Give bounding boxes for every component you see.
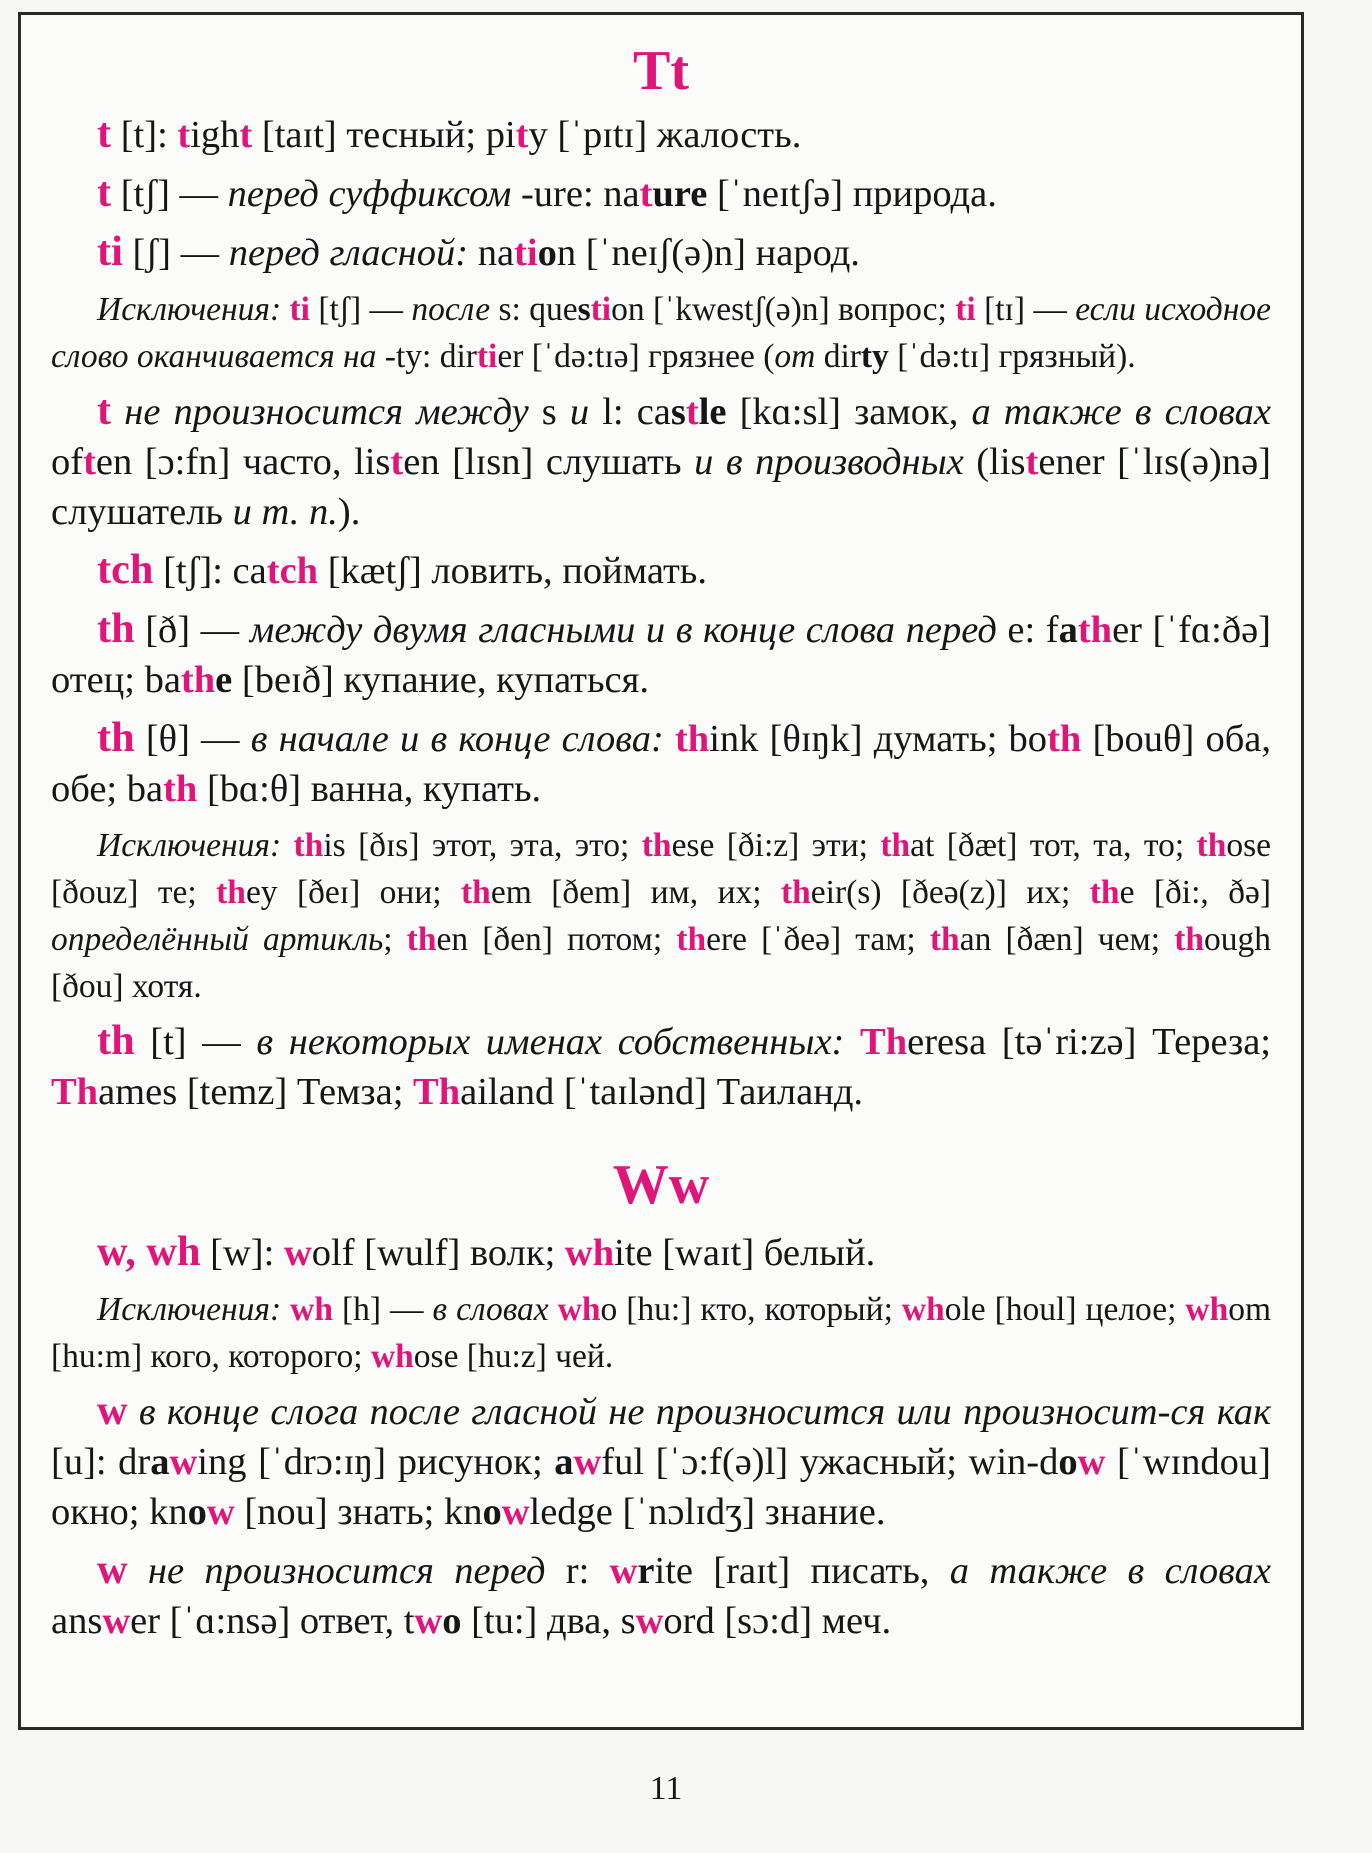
text-segment: ty	[860, 338, 889, 375]
highlighted-letters: th	[1196, 827, 1227, 864]
text-segment: na	[468, 232, 515, 274]
highlighted-letters: w	[609, 1550, 638, 1592]
text-segment: [kɑ:sl] замок,	[726, 391, 972, 433]
text-segment: a	[554, 1441, 574, 1483]
text-segment: не произносится между	[124, 391, 529, 433]
text-segment: [taɪt] тесный; pi	[252, 114, 516, 156]
content-frame	[18, 12, 1304, 1730]
exceptions-paragraph	[51, 1286, 1271, 1380]
highlighted-letters: w	[102, 1600, 131, 1642]
text-segment: em [ðem] им, их;	[490, 874, 781, 911]
highlighted-letters: wh	[557, 1291, 601, 1328]
text-segment: ord [sɔ:d] меч.	[663, 1600, 892, 1642]
highlighted-letters: w	[414, 1600, 443, 1642]
highlighted-letters: w	[169, 1441, 198, 1483]
text-segment: olf [wulf] волк;	[311, 1232, 565, 1274]
highlighted-letters: w	[501, 1491, 530, 1533]
text-segment: [tu:] два, s	[461, 1600, 636, 1642]
text-segment: [θ] —	[134, 718, 251, 760]
highlighted-letters: ti	[289, 291, 310, 328]
text-segment: ose [hu:z] чей.	[413, 1338, 614, 1375]
text-segment: от	[774, 338, 816, 375]
section-heading: Tt	[633, 40, 689, 102]
text-segment: ink [θɪŋk] думать; bo	[709, 718, 1048, 760]
text-segment: ful [ˈɔ:f(ə)l] ужасный; win-d	[601, 1441, 1059, 1483]
text-segment: is [ðɪs] этот, эта, это;	[323, 827, 642, 864]
text-segment: и т. п.	[232, 491, 338, 533]
text-segment: [tʃ]: ca	[153, 550, 267, 592]
text-segment: eresa [təˈri:zə] Тереза;	[907, 1021, 1272, 1063]
text-segment: [u]: dr	[51, 1441, 151, 1483]
highlighted-letters: w	[573, 1441, 602, 1483]
rule-key: tch	[97, 546, 154, 593]
rule-key: w	[97, 1387, 128, 1434]
highlighted-letters: w	[206, 1491, 235, 1533]
text-segment: а также в словах	[971, 391, 1272, 433]
highlighted-letters: th	[1174, 921, 1204, 958]
text-segment: [h] —	[332, 1291, 433, 1328]
text-segment: o	[482, 1491, 502, 1533]
text-segment: [ʃ] —	[122, 232, 229, 274]
text-segment: [tɪ] —	[975, 291, 1076, 328]
rule-key: th	[97, 605, 135, 652]
exceptions-paragraph	[51, 822, 1271, 1010]
highlighted-letters: wh	[1185, 1291, 1229, 1328]
highlighted-letters: th	[163, 768, 198, 810]
highlighted-letters: t	[1025, 441, 1039, 483]
text-segment: ledge [ˈnɔlɪdʒ] знание.	[529, 1491, 886, 1533]
highlighted-letters: th	[929, 921, 960, 958]
highlighted-letters: th	[406, 921, 437, 958]
text-segment: и	[569, 391, 590, 433]
text-segment: [nou] знать; kn	[234, 1491, 483, 1533]
text-segment: [t] —	[134, 1021, 257, 1063]
rule-key: th	[97, 714, 135, 761]
highlighted-letters: th	[880, 827, 911, 864]
text-segment: en [ðen] потом;	[436, 921, 677, 958]
rule-paragraph	[51, 1016, 1271, 1117]
highlighted-letters: t	[177, 114, 191, 156]
text-segment: ere [ˈðeə] там;	[706, 921, 930, 958]
highlighted-letters: wh	[901, 1291, 945, 1328]
text-segment: ole [houl] целое;	[944, 1291, 1186, 1328]
text-segment: s	[528, 391, 570, 433]
text-segment: ener [ˈlɪs(ə)nə] слушатель	[51, 441, 1271, 533]
highlighted-letters: wh	[564, 1232, 615, 1274]
text-segment: n [ˈneɪʃ(ə)n] народ.	[556, 232, 860, 274]
text-segment: ames [temz] Темза;	[98, 1071, 414, 1113]
text-segment: s: que	[490, 291, 578, 328]
text-segment: ite [waɪt] белый.	[614, 1232, 876, 1274]
text-segment: ing [ˈdrɔ:ɪŋ] рисунок;	[197, 1441, 555, 1483]
text-segment: ailand [ˈtaɪlənd] Таиланд.	[460, 1071, 864, 1113]
section-tt	[51, 40, 1272, 1117]
text-segment: r	[637, 1550, 655, 1592]
highlighted-letters: tch	[266, 550, 319, 592]
highlighted-letters: th	[781, 874, 811, 911]
text-segment: между двумя гласными и в конце слова перед	[249, 609, 997, 651]
text-segment: перед суффиксом	[227, 173, 512, 215]
highlighted-letters: t	[515, 114, 529, 156]
highlighted-letters: th	[180, 659, 216, 701]
text-segment: Исключения:	[97, 1291, 291, 1328]
text-segment: a	[150, 1441, 170, 1483]
text-segment: в начале и в конце слова:	[250, 718, 664, 760]
text-segment: а также в словах	[949, 1550, 1271, 1592]
section-ww	[51, 1154, 1272, 1646]
highlighted-letters: t	[639, 173, 653, 215]
text-segment: [ð] —	[134, 609, 250, 651]
rule-paragraph	[51, 1227, 1271, 1278]
text-segment: ose [ðouz] те;	[51, 827, 1271, 911]
highlighted-letters: th	[293, 827, 324, 864]
text-segment: ;	[383, 921, 407, 958]
highlighted-letters: t	[390, 441, 404, 483]
highlighted-letters: ti	[955, 291, 976, 328]
rule-key: ti	[97, 228, 123, 275]
text-segment: o	[442, 1600, 462, 1642]
text-segment: если исходное слово оканчивается на	[51, 291, 1271, 375]
text-segment: at [ðæt] тот, та, то;	[910, 827, 1197, 864]
text-segment: [tʃ] —	[111, 173, 228, 215]
text-segment: er [ˈfɑ:ðə] отец; ba	[51, 609, 1271, 701]
highlighted-letters: th	[641, 827, 672, 864]
text-segment: [t]:	[111, 114, 178, 156]
section-heading: Ww	[612, 1154, 710, 1216]
rule-paragraph	[51, 1386, 1271, 1537]
highlighted-letters: t	[239, 114, 253, 156]
text-segment: er [ˈdə:tɪə] грязнее (	[497, 338, 775, 375]
text-segment: и в производных	[694, 441, 964, 483]
text-segment	[128, 1391, 139, 1433]
rule-paragraph	[51, 168, 1271, 219]
highlighted-letters: th	[1077, 609, 1113, 651]
highlighted-letters: th	[674, 718, 710, 760]
text-segment: s	[670, 391, 686, 433]
text-segment: ese [ði:z] эти;	[671, 827, 881, 864]
text-segment: er [ˈɑ:nsə] ответ, t	[130, 1600, 415, 1642]
rule-key: t	[97, 169, 112, 216]
text-segment: (lis	[963, 441, 1026, 483]
text-segment: o	[187, 1491, 207, 1533]
text-segment	[549, 1291, 558, 1328]
highlighted-letters: th	[461, 874, 491, 911]
rule-paragraph	[51, 1545, 1271, 1646]
text-segment: Исключения:	[97, 291, 290, 328]
highlighted-letters: ti	[590, 291, 612, 328]
highlighted-letters: wh	[290, 1291, 333, 1328]
highlighted-letters: ti	[514, 232, 538, 274]
text-segment: e: f	[996, 609, 1059, 651]
highlighted-letters: Th	[413, 1071, 461, 1113]
rule-paragraph	[51, 545, 1271, 596]
text-segment: y [ˈpɪtɪ] жалость.	[528, 114, 802, 156]
highlighted-letters: Th	[51, 1071, 99, 1113]
text-segment: o [hu:] кто, который;	[600, 1291, 902, 1328]
text-segment: om [hu:m] кого, которого;	[51, 1291, 1272, 1375]
text-segment: не произносится перед	[147, 1550, 546, 1592]
text-segment: igh	[190, 114, 240, 156]
highlighted-letters: wh	[370, 1338, 414, 1375]
text-segment: ite [raɪt] писать,	[654, 1550, 950, 1592]
text-segment: [ˈneɪtʃə] природа.	[707, 173, 997, 215]
rule-key: w	[97, 1546, 128, 1593]
text-segment: [bouθ] оба, обе; ba	[51, 718, 1272, 810]
text-segment: -ty: dir	[376, 338, 477, 375]
text-segment: ough [ðou] хотя.	[51, 921, 1271, 1005]
page-number: 11	[649, 1770, 683, 1807]
exceptions-paragraph	[51, 286, 1271, 380]
rule-key: w, wh	[97, 1228, 201, 1275]
text-segment: [kætʃ] ловить, поймать.	[318, 550, 707, 592]
text-segment: o	[537, 232, 557, 274]
text-segment: l: ca	[589, 391, 671, 433]
highlighted-letters: Th	[860, 1021, 908, 1063]
highlighted-letters: t	[83, 441, 96, 483]
rule-key: t	[97, 387, 112, 434]
text-segment: on [ˈkwestʃ(ə)n] вопрос;	[611, 291, 956, 328]
text-segment	[844, 1021, 860, 1063]
text-segment: e [ði:, ðə]	[1119, 874, 1271, 911]
highlighted-letters: w	[635, 1600, 664, 1642]
highlighted-letters: th	[1047, 718, 1082, 760]
highlighted-letters: th	[1089, 874, 1120, 911]
text-segment: определённый артикль	[51, 921, 384, 958]
text-segment	[111, 391, 124, 433]
rule-key: t	[97, 110, 112, 157]
rule-paragraph	[51, 713, 1271, 814]
text-segment: an [ðæn] чем;	[959, 921, 1175, 958]
text-segment: a	[1058, 609, 1078, 651]
highlighted-letters: w	[283, 1232, 312, 1274]
text-segment: -ure: na	[511, 173, 640, 215]
text-segment: [ˈwɪndou] окно; kn	[51, 1441, 1271, 1533]
rule-paragraph	[51, 604, 1271, 705]
content-body	[51, 15, 1271, 1654]
highlighted-letters: t	[685, 391, 699, 433]
text-segment: перед гласной:	[228, 232, 469, 274]
text-segment: r:	[545, 1550, 610, 1592]
rule-key: th	[97, 1017, 135, 1064]
text-segment: [ˈdə:tɪ] грязный).	[888, 338, 1136, 375]
text-segment: dir	[815, 338, 861, 375]
text-segment: Исключения:	[97, 827, 294, 864]
rule-paragraph	[51, 227, 1271, 278]
text-segment: ).	[337, 491, 361, 533]
highlighted-letters: w	[1077, 1441, 1106, 1483]
text-segment: после	[411, 291, 491, 328]
text-segment: [w]:	[200, 1232, 284, 1274]
rule-paragraph	[51, 386, 1271, 537]
text-segment: en [lɪsn] слушать	[403, 441, 695, 483]
highlighted-letters: th	[216, 874, 246, 911]
text-segment: ey [ðeɪ] они;	[245, 874, 462, 911]
text-segment: s	[577, 291, 591, 328]
highlighted-letters: ti	[476, 338, 498, 375]
text-segment: en [ɔ:fn] часто, lis	[95, 441, 391, 483]
text-segment: e	[215, 659, 233, 701]
text-segment: ure	[652, 173, 708, 215]
text-segment: eir(s) [ðeə(z)] их;	[810, 874, 1090, 911]
text-segment: [bɑ:θ] ванна, купать.	[197, 768, 542, 810]
text-segment: в некоторых именах собственных:	[256, 1021, 845, 1063]
text-segment: of	[51, 441, 84, 483]
text-segment: ans	[51, 1600, 103, 1642]
text-segment: o	[1058, 1441, 1078, 1483]
rule-paragraph	[51, 109, 1271, 160]
text-segment: в конце слога после гласной не произносится или произносит-ся как	[138, 1391, 1272, 1433]
text-segment	[128, 1550, 148, 1592]
text-segment: [beɪð] купание, купаться.	[232, 659, 649, 701]
text-segment: [tʃ] —	[309, 291, 412, 328]
text-segment: в словах	[432, 1291, 549, 1328]
text-segment	[664, 718, 675, 760]
highlighted-letters: th	[676, 921, 707, 958]
text-segment: le	[698, 391, 727, 433]
